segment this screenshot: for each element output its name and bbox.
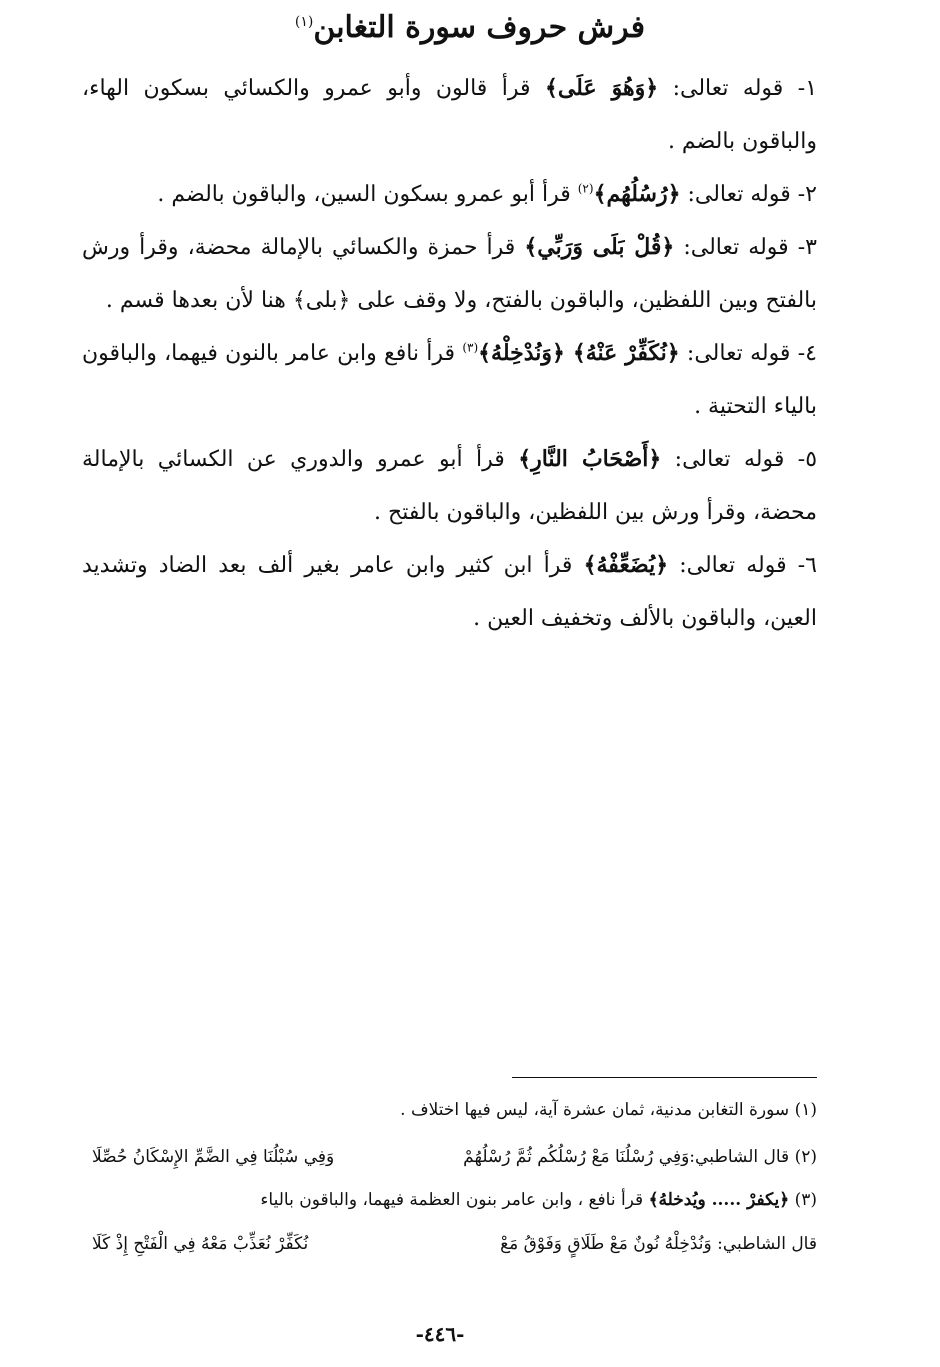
item-intro: قوله تعالى: xyxy=(658,76,784,101)
quran-verse: ﴿وَهُوَ عَلَى﴾ xyxy=(544,75,659,101)
footnote-3-number: (٣) xyxy=(789,1190,817,1210)
page-number: -٤٤٦- xyxy=(415,1322,465,1346)
item-5 xyxy=(82,433,817,539)
item-text: قرأ قالون وأبو عمرو والكسائي بسكون الهاء، والباقون بالضم . xyxy=(82,76,817,154)
item-number: ٣- xyxy=(788,235,817,260)
item-text: قرأ حمزة والكسائي بالإمالة محضة، وقرأ ورش بالفتح وبين اللفظين، والباقون بالفتح، ولا وقف على ﴿بلى﴾ هنا لأن بعدها قسم . xyxy=(82,235,817,313)
footnote-2-verse-right: (٢) قال الشاطبي:وَفِي رُسْلُنَا مَعْ رُسْلُكُم ثُمَّ رُسْلُهُمْ xyxy=(463,1147,817,1167)
item-number: ٦- xyxy=(786,553,817,578)
footnote-2 xyxy=(92,1143,817,1171)
footnote-3-verse-right: قال الشاطبي: وَنُدْخِلْهُ نُونٌ مَعْ طَلَاقٍ وَفَوْقُ مَعْ xyxy=(500,1234,817,1254)
item-intro: قوله تعالى: xyxy=(674,235,789,260)
item-text: قرأ أبو عمرو بسكون السين، والباقون بالضم . xyxy=(157,182,578,207)
item-3 xyxy=(82,221,817,327)
item-intro: قوله تعالى: xyxy=(661,447,785,472)
main-text xyxy=(82,62,817,645)
quran-verse-second: ﴿وَنُدْخِلْهُ﴾ xyxy=(478,340,565,366)
quran-verse: ﴿يُضَعِّفْهُ﴾ xyxy=(583,552,669,578)
page-title xyxy=(0,10,940,45)
footnote-2-verse-left: وَفِي سُبْلُنَا فِي الضَّمِّ الإِسْكَانُ حُصِّلَا xyxy=(92,1147,335,1167)
item-text: قرأ ابن كثير وابن عامر بغير ألف بعد الضاد وتشديد العين، والباقون بالألف وتخفيف العين . xyxy=(82,553,817,631)
footnote-separator xyxy=(512,1077,817,1078)
title-text: فرش حروف سورة التغابن xyxy=(313,10,646,45)
item-number: ٢- xyxy=(790,182,817,207)
title-footnote-marker: (١) xyxy=(294,14,314,30)
quran-verse: ﴿قُلْ بَلَى وَرَبِّي﴾ xyxy=(524,234,675,260)
footnote-3-verse-left: نُكَفِّرْ نُعَذِّبْ مَعْهُ فِي الْفَتْحِ إِذْ كَلَا xyxy=(92,1234,309,1254)
footnote-marker: (٢) xyxy=(577,181,594,196)
item-number: ١- xyxy=(783,76,818,101)
item-number: ٥- xyxy=(784,447,818,472)
quran-verse: ﴿رُسُلُهُم﴾ xyxy=(593,181,681,207)
quran-verse: ﴿نُكَفِّرْ عَنْهُ﴾ xyxy=(564,340,680,366)
footnote-3 xyxy=(92,1186,817,1214)
item-text: قرأ أبو عمرو والدوري عن الكسائي بالإمالة محضة، وقرأ ورش بين اللفظين، والباقون بالفتح . xyxy=(82,447,817,525)
item-intro: قوله تعالى: xyxy=(679,341,791,366)
item-intro: قوله تعالى: xyxy=(680,182,791,207)
item-1 xyxy=(82,62,817,168)
quran-verse: ﴿أَصْحَابُ النَّارِ﴾ xyxy=(518,446,662,472)
item-4 xyxy=(82,327,817,433)
footnote-3-text: قرأ نافع ، وابن عامر بنون العظمة فيهما، والباقون بالياء xyxy=(260,1190,649,1210)
item-text: قرأ نافع وابن عامر بالنون فيهما، والباقون بالياء التحتية . xyxy=(82,341,817,419)
footnote-1: (١) سورة التغابن مدنية، ثمان عشرة آية، ليس فيها اختلاف . xyxy=(400,1100,817,1120)
item-2 xyxy=(82,168,817,221)
footnote-marker: (٣) xyxy=(462,340,479,355)
item-number: ٤- xyxy=(790,341,817,366)
item-intro: قوله تعالى: xyxy=(668,553,787,578)
footnote-3-poem xyxy=(92,1230,817,1258)
item-6 xyxy=(82,539,817,645)
footnote-3-verse: ﴿يكفرْ ..... ويُدخلهُ﴾ xyxy=(648,1190,790,1210)
